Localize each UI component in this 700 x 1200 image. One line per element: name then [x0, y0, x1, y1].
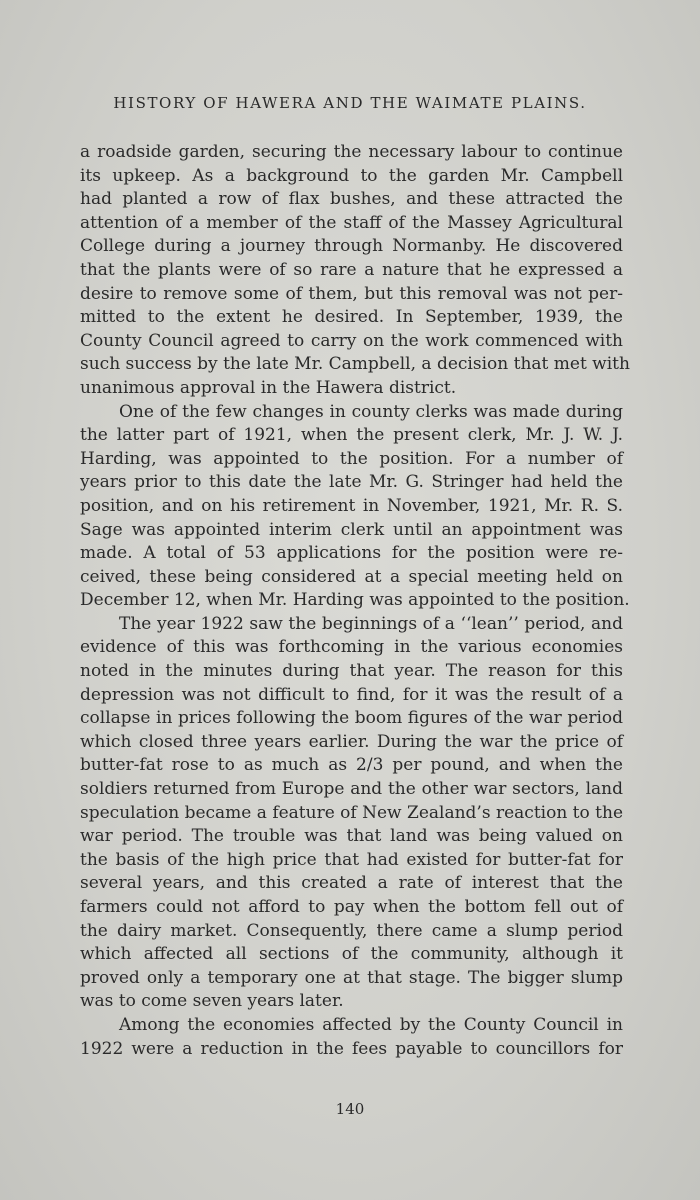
- text-line: years prior to this date the late Mr. G. Stringer had held the: [80, 472, 623, 493]
- text-line: its upkeep. As a background to the garden Mr. Campbell: [80, 165, 623, 186]
- text-line: war period. The trouble was that land was being valued on: [80, 826, 623, 847]
- text-line: which affected all sections of the community, although it: [80, 944, 623, 965]
- text-line: the latter part of 1921, when the present clerk, Mr. J. W. J.: [80, 425, 623, 446]
- text-line: farmers could not afford to pay when the bottom fell out of: [80, 897, 623, 917]
- text-line: which closed three years earlier. During the war the price of: [80, 731, 623, 752]
- text-line: a roadside garden, securing the necessary labour to continue: [80, 142, 623, 162]
- text-line: several years, and this created a rate of interest that the: [80, 873, 623, 894]
- text-line: collapse in prices following the boom figures of the war period: [80, 708, 623, 729]
- text-line: position, and on his retirement in November, 1921, Mr. R. S.: [80, 495, 623, 516]
- text-line: attention of a member of the staff of the Massey Agricultural: [80, 212, 623, 233]
- text-line: had planted a row of flax bushes, and these attracted the: [80, 189, 623, 210]
- text-line: butter-fat rose to as much as 2/3 per pound, and when the: [80, 755, 623, 776]
- text-line: was to come seven years later.: [80, 991, 344, 1012]
- text-line: unanimous approval in the Hawera district.: [80, 377, 457, 398]
- page-body: [80, 141, 630, 1061]
- page-number: 140: [335, 1100, 365, 1118]
- text-line: 1922 were a reduction in the fees payable to councillors for: [80, 1038, 623, 1059]
- text-line: that the plants were of so rare a nature that he expressed a: [80, 259, 623, 280]
- text-line: Sage was appointed interim clerk until an appointment was: [80, 519, 623, 540]
- text-line: Harding, was appointed to the position. For a number of: [80, 448, 623, 469]
- text-line: evidence of this was forthcoming in the various economies: [80, 637, 623, 658]
- paragraph: [80, 1014, 623, 1061]
- text-line: ceived, these being considered at a special meeting held on: [80, 566, 623, 587]
- text-line: Among the economies affected by the County Council in: [119, 1014, 623, 1035]
- text-line: mitted to the extent he desired. In September, 1939, the: [80, 307, 623, 328]
- text-line: the dairy market. Consequently, there came a slump period: [80, 920, 623, 941]
- text-line: desire to remove some of them, but this removal was not per-: [80, 283, 623, 304]
- text-line: County Council agreed to carry on the work commenced with: [80, 330, 623, 351]
- text-line: College during a journey through Normanby. He discovered: [80, 236, 623, 257]
- text-line: One of the few changes in county clerks was made during: [119, 401, 623, 422]
- running-head: HISTORY OF HAWERA AND THE WAIMATE PLAINS.: [113, 94, 587, 112]
- text-line: noted in the minutes during that year. The reason for this: [80, 661, 623, 682]
- text-line: depression was not difficult to find, for it was the result of a: [80, 684, 623, 705]
- text-line: made. A total of 53 applications for the position were re-: [80, 543, 623, 564]
- text-line: December 12, when Mr. Harding was appointed to the position.: [80, 590, 630, 611]
- text-line: The year 1922 saw the beginnings of a ‘‘lean’’ period, and: [119, 613, 623, 634]
- text-line: soldiers returned from Europe and the other war sectors, land: [80, 779, 623, 800]
- paragraph: [80, 401, 630, 613]
- text-line: the basis of the high price that had existed for butter-fat for: [80, 849, 623, 870]
- text-line: such success by the late Mr. Campbell, a decision that met with: [80, 354, 630, 375]
- paragraph: [80, 613, 623, 1014]
- paragraph: [80, 141, 630, 401]
- text-line: proved only a temporary one at that stage. The bigger slump: [80, 967, 623, 988]
- text-line: speculation became a feature of New Zealand’s reaction to the: [80, 802, 623, 823]
